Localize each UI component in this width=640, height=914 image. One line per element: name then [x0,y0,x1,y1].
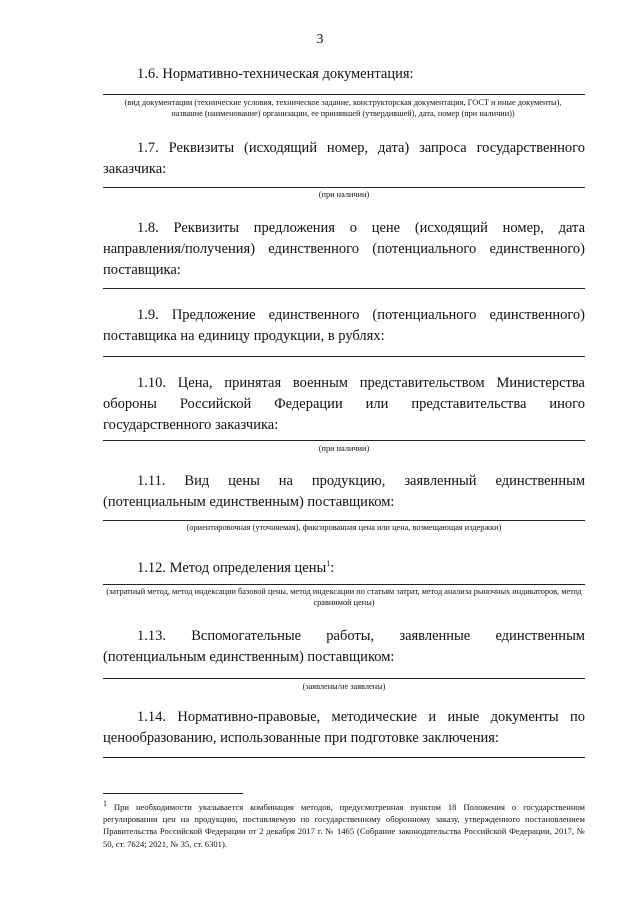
footnote-text: При необходимости указывается комбинация методов, предусмотренная пунктом 18 Положения о государственном регулировании цен на продукцию, поставляемую по государственному оборонному заказу, утвержденного постановлением Правительства Российской Федерации от 2 декабря 2017 г. № 1465 (Собрание законодательства Российской Федерации, 2017, № 50, ст. 7624; 2021, № 35, ст. 6301). [103,801,585,849]
item-1-10 [103,373,585,436]
item-1-10-text: 1.10. Цена, принятая военным представительством Министерства обороны Российской Федерации или представительства иного государственного заказчика: [103,375,585,433]
item-1-6-text: 1.6. Нормативно-техническая документация: [137,66,414,82]
item-1-8-fill-line[interactable] [103,288,585,289]
item-1-12-hint: (затратный метод, метод индексации базовой цены, метод индексации по статьям затрат, метод анализа рыночных индикаторов, метод сравнимой цены) [106,587,582,607]
item-1-9-fill-line[interactable] [103,356,585,357]
item-1-13-text: 1.13. Вспомогательные работы, заявленные единственным (потенциальным единственным) поставщиком: [103,628,585,665]
item-1-11 [103,471,585,513]
item-1-12 [103,553,585,579]
item-1-9 [103,305,585,347]
item-1-12-text [103,553,585,579]
item-1-6-hint: (вид документации (технические условия, техническое задание, конструкторская документация, ГОСТ и иные документы), название (наименование) организации, ее принявшей (утвердившей), дата, номер (при наличии)) [124,98,562,118]
item-1-7-text: 1.7. Реквизиты (исходящий номер, дата) запроса государственного заказчика: [103,140,585,177]
item-1-14 [103,707,585,749]
footnote-separator [103,793,243,794]
item-1-6-fill-line[interactable] [103,94,585,95]
footnote-marker: 1 [103,799,107,808]
item-1-9-text: 1.9. Предложение единственного (потенциального единственного) поставщика на единицу продукции, в рублях: [103,307,585,344]
item-1-7-fill-line[interactable] [103,187,585,188]
item-1-13 [103,626,585,668]
item-1-8 [103,218,585,281]
item-1-13-fill-line[interactable] [103,678,585,679]
item-1-10-hint: (при наличии) [318,444,370,453]
item-1-6 [103,64,585,85]
item-1-12-label: 1.12. Метод определения цены [137,559,327,576]
item-1-12-fill-line[interactable] [103,584,585,585]
page-number: 3 [316,32,324,47]
item-1-12-colon: : [330,559,335,576]
item-1-7 [103,138,585,180]
footnote-ref: 1 [326,559,331,568]
item-1-14-text: 1.14. Нормативно-правовые, методические и иные документы по ценообразованию, использованные при подготовке заключения: [103,709,585,746]
item-1-7-hint: (при наличии) [318,190,370,199]
item-1-11-hint: (ориентировочная (уточняемая), фиксированная цена или цена, возмещающая издержки) [186,523,502,532]
item-1-11-text: 1.11. Вид цены на продукцию, заявленный единственным (потенциальным единственным) поставщиком: [103,473,585,510]
item-1-13-hint: (заявлены/не заявлены) [302,682,386,691]
item-1-8-text: 1.8. Реквизиты предложения о цене (исходящий номер, дата направления/получения) единственного (потенциального единственного) поставщика: [103,220,585,278]
item-1-14-fill-line[interactable] [103,757,585,758]
item-1-10-fill-line[interactable] [103,440,585,441]
footnote [103,798,585,850]
item-1-11-fill-line[interactable] [103,520,585,521]
